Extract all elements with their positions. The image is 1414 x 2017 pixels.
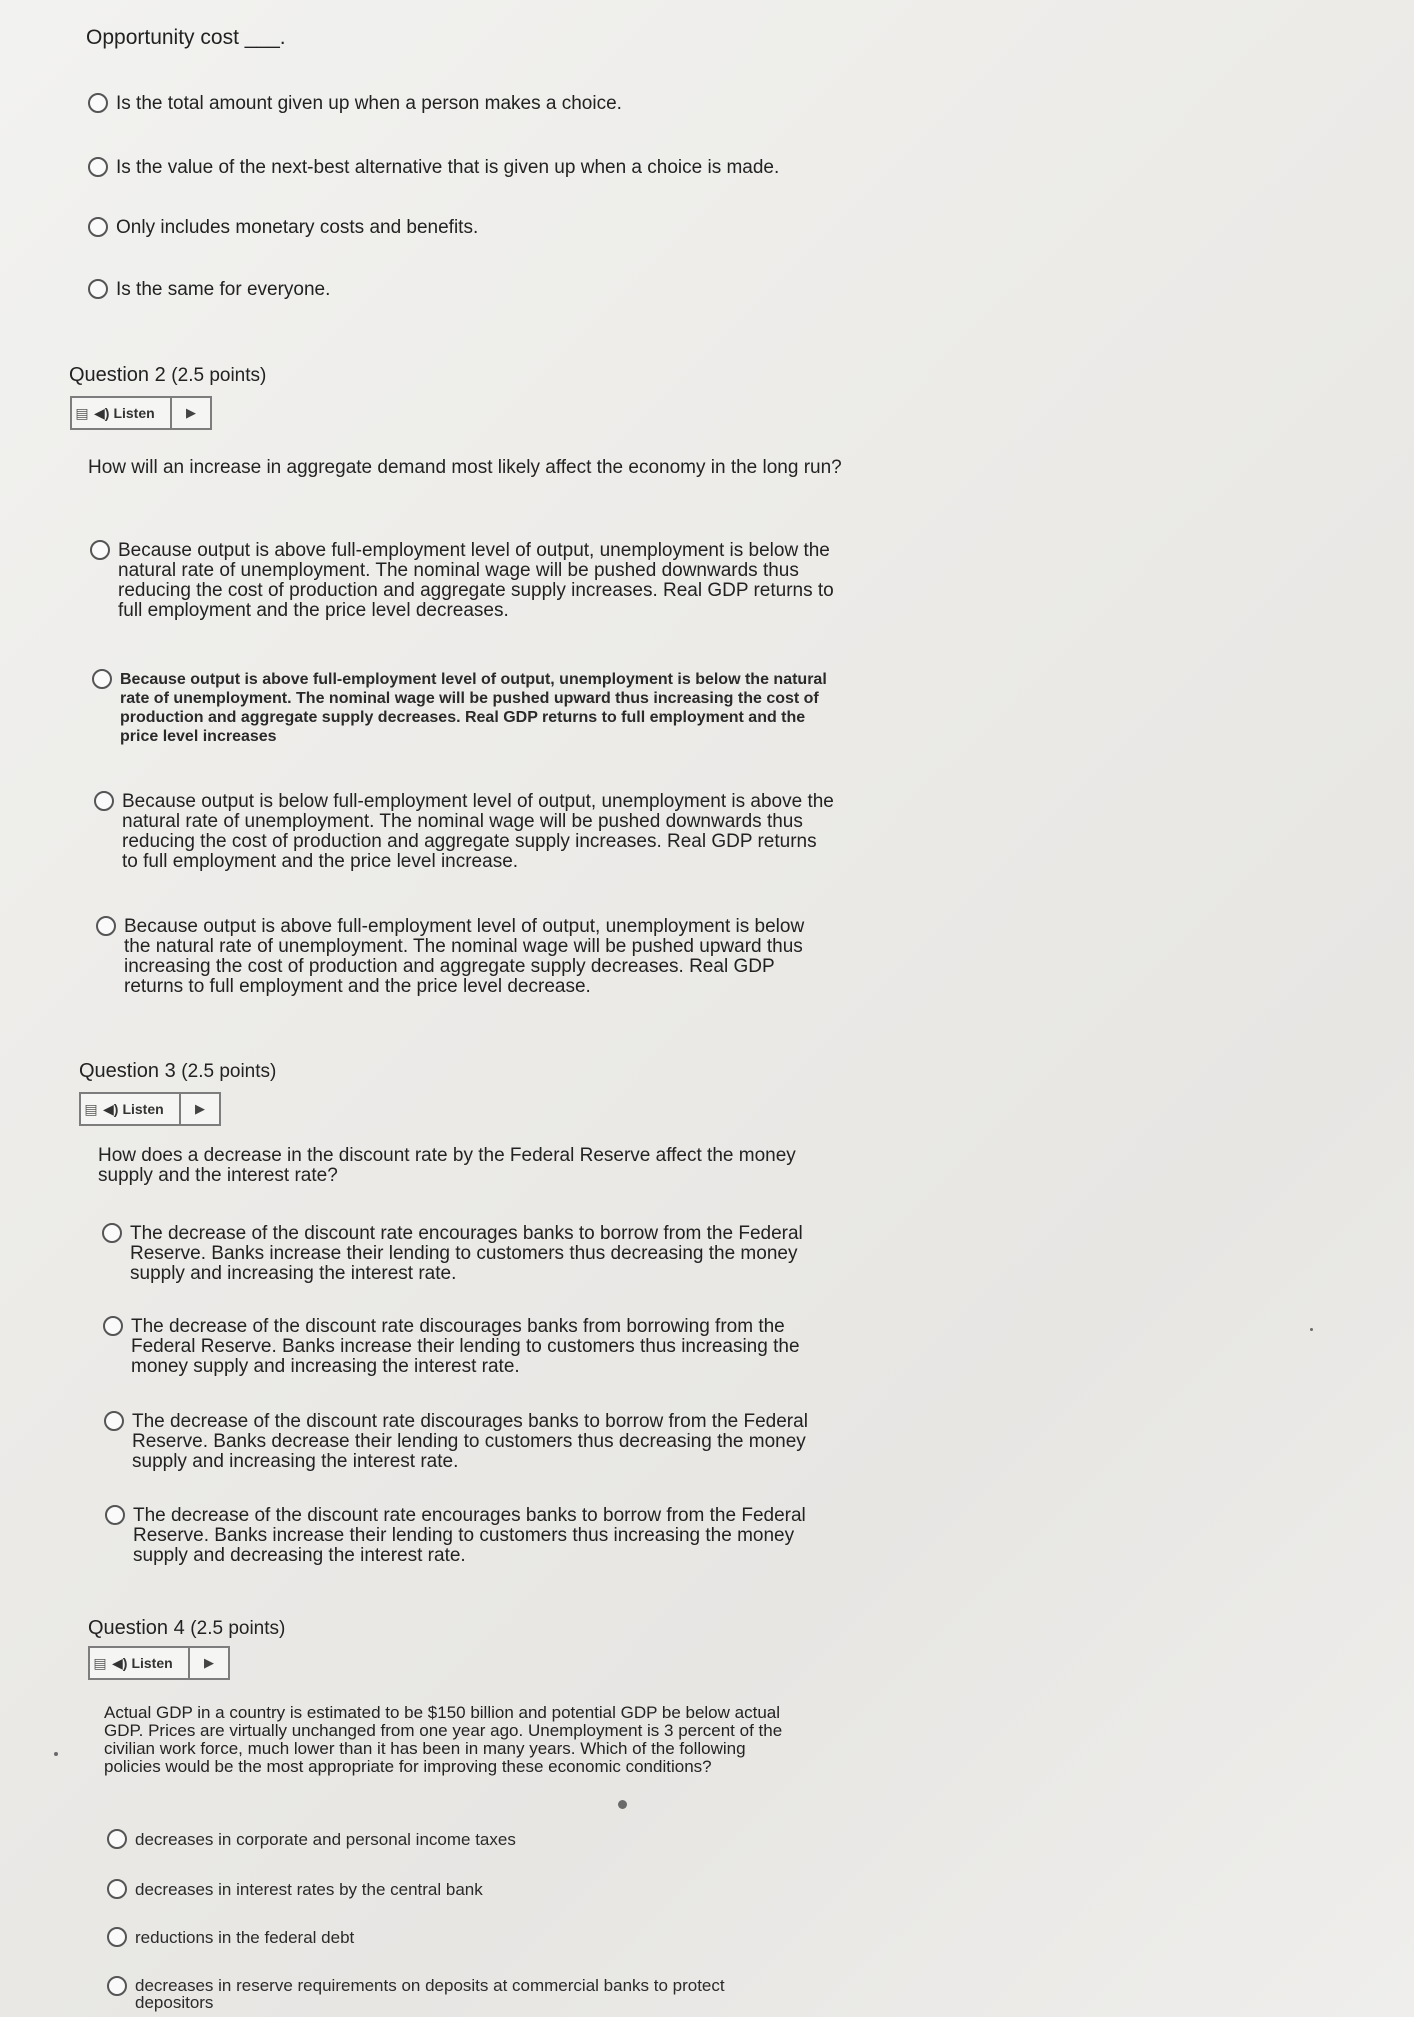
listen-control[interactable] bbox=[110, 1648, 190, 1678]
option-label: decreases in reserve requirements on deposits at commercial banks to protect depositors bbox=[135, 1976, 725, 2012]
radio-icon[interactable] bbox=[96, 916, 116, 936]
dot-mark bbox=[54, 1752, 58, 1756]
option-label: The decrease of the discount rate encourages banks to borrow from the Federal Reserve. Banks increase their lending to customers thus decreasing the money supply and increasing the interest rate. bbox=[130, 1223, 803, 1284]
question-1-option-4[interactable] bbox=[88, 280, 330, 300]
option-label: decreases in interest rates by the central bank bbox=[135, 1880, 483, 1899]
radio-icon[interactable] bbox=[107, 1927, 127, 1947]
dot-mark bbox=[1310, 1328, 1313, 1331]
listen-label: Listen bbox=[131, 1655, 173, 1671]
question-3-title bbox=[79, 1060, 276, 1083]
question-1-prompt: Opportunity cost ___. bbox=[86, 26, 286, 49]
radio-icon[interactable] bbox=[103, 1316, 123, 1336]
dot-mark bbox=[618, 1800, 627, 1809]
radio-icon[interactable] bbox=[92, 669, 112, 689]
radio-icon[interactable] bbox=[104, 1411, 124, 1431]
radio-icon[interactable] bbox=[90, 540, 110, 560]
option-label: reductions in the federal debt bbox=[135, 1928, 355, 1947]
radio-icon[interactable] bbox=[107, 1879, 127, 1899]
option-label: Is the total amount given up when a person makes a choice. bbox=[116, 93, 622, 114]
listen-button[interactable] bbox=[70, 396, 212, 430]
listen-label: Listen bbox=[113, 405, 155, 421]
question-2-option-3[interactable] bbox=[94, 792, 834, 872]
question-4-option-3[interactable] bbox=[107, 1928, 354, 1947]
question-2-option-1[interactable] bbox=[90, 541, 840, 621]
speaker-icon: ◀) bbox=[112, 1654, 128, 1671]
option-label: The decrease of the discount rate discourages banks to borrow from the Federal Reserve. Banks decrease their lending to customers thus decreasing the money supply and increasing the interest rate. bbox=[132, 1411, 808, 1472]
text-to-speech-icon: ▤ bbox=[93, 1654, 107, 1671]
option-label: The decrease of the discount rate discourages banks from borrowing from the Federal Reserve. Banks increase their lending to customers thus increasing the money supply and increasing the interest rate. bbox=[131, 1316, 800, 1377]
question-3-option-3[interactable] bbox=[104, 1412, 824, 1472]
option-label: decreases in corporate and personal income taxes bbox=[135, 1830, 516, 1849]
question-title-text: Question 2 bbox=[69, 364, 166, 386]
question-points: (2.5 points) bbox=[171, 365, 267, 386]
option-label: Because output is below full-employment level of output, unemployment is above the natural rate of unemployment. The nominal wage will be pushed downwards thus reducing the cost of production and aggregate supply increases. Real GDP returns to full employment and the price level increase. bbox=[122, 791, 834, 872]
radio-icon[interactable] bbox=[94, 791, 114, 811]
text-to-speech-icon: ▤ bbox=[75, 404, 89, 421]
option-label: Is the value of the next-best alternative that is given up when a choice is made. bbox=[116, 157, 780, 178]
radio-icon[interactable] bbox=[88, 93, 108, 113]
play-icon[interactable]: ▶ bbox=[195, 1101, 205, 1116]
question-4-prompt: Actual GDP in a country is estimated to be $150 billion and potential GDP be below actual GDP. Prices are virtually unchanged from one year ago. Unemployment is 3 percent of the civilian work force, much lower than it has been in many years. Which of the following policies would be the most appropriate for improving these economic conditions? bbox=[104, 1703, 783, 1776]
question-2-option-2[interactable] bbox=[92, 670, 832, 746]
question-2-option-4[interactable] bbox=[96, 917, 816, 997]
radio-icon[interactable] bbox=[102, 1223, 122, 1243]
option-label: The decrease of the discount rate encourages banks to borrow from the Federal Reserve. Banks increase their lending to customers thus increasing the money supply and decreasing the interest rate. bbox=[133, 1505, 806, 1566]
question-4-option-2[interactable] bbox=[107, 1880, 483, 1899]
question-3-option-1[interactable] bbox=[102, 1224, 822, 1284]
radio-icon[interactable] bbox=[88, 157, 108, 177]
listen-button[interactable] bbox=[79, 1092, 221, 1126]
question-3-prompt: How does a decrease in the discount rate by the Federal Reserve affect the money supply and the interest rate? bbox=[98, 1145, 796, 1186]
play-icon[interactable]: ▶ bbox=[186, 405, 196, 420]
option-label: Because output is above full-employment level of output, unemployment is below the natural rate of unemployment. The nominal wage will be pushed downwards thus reducing the cost of production and aggregate supply increases. Real GDP returns to full employment and the price level decreases. bbox=[118, 540, 834, 621]
speaker-icon: ◀) bbox=[103, 1100, 119, 1117]
listen-control[interactable] bbox=[101, 1094, 181, 1124]
radio-icon[interactable] bbox=[107, 1976, 127, 1996]
listen-label: Listen bbox=[122, 1101, 164, 1117]
radio-icon[interactable] bbox=[107, 1829, 127, 1849]
question-4-title bbox=[88, 1617, 285, 1640]
text-to-speech-icon: ▤ bbox=[84, 1100, 98, 1117]
question-title-text: Question 3 bbox=[79, 1060, 176, 1082]
question-1-option-1[interactable] bbox=[88, 94, 622, 114]
question-points: (2.5 points) bbox=[190, 1618, 286, 1639]
question-1-option-3[interactable] bbox=[88, 218, 478, 238]
question-4-option-1[interactable] bbox=[107, 1830, 516, 1849]
question-points: (2.5 points) bbox=[181, 1061, 277, 1082]
option-label: Because output is above full-employment level of output, unemployment is below the natural rate of unemployment. The nominal wage will be pushed upward thus increasing the cost of production and aggregate supply decreases. Real GDP returns to full employment and the price level decrease. bbox=[124, 916, 805, 997]
option-label: Is the same for everyone. bbox=[116, 279, 331, 300]
option-label: Only includes monetary costs and benefits. bbox=[116, 217, 479, 238]
question-1-option-2[interactable] bbox=[88, 158, 779, 178]
question-2-prompt: How will an increase in aggregate demand most likely affect the economy in the long run? bbox=[88, 457, 842, 478]
option-label: Because output is above full-employment level of output, unemployment is below the natural rate of unemployment. The nominal wage will be pushed upward thus increasing the cost of production and aggregate supply decreases. Real GDP returns to full employment and the price level increases bbox=[120, 671, 827, 745]
radio-icon[interactable] bbox=[88, 217, 108, 237]
question-2-title bbox=[69, 364, 266, 387]
listen-button[interactable] bbox=[88, 1646, 230, 1680]
radio-icon[interactable] bbox=[88, 279, 108, 299]
question-3-option-2[interactable] bbox=[103, 1317, 823, 1377]
speaker-icon: ◀) bbox=[94, 404, 110, 421]
question-4-option-4[interactable] bbox=[107, 1977, 787, 2011]
play-icon[interactable]: ▶ bbox=[204, 1655, 214, 1670]
question-3-option-4[interactable] bbox=[105, 1506, 825, 1566]
question-title-text: Question 4 bbox=[88, 1617, 185, 1639]
radio-icon[interactable] bbox=[105, 1505, 125, 1525]
listen-control[interactable] bbox=[92, 398, 172, 428]
